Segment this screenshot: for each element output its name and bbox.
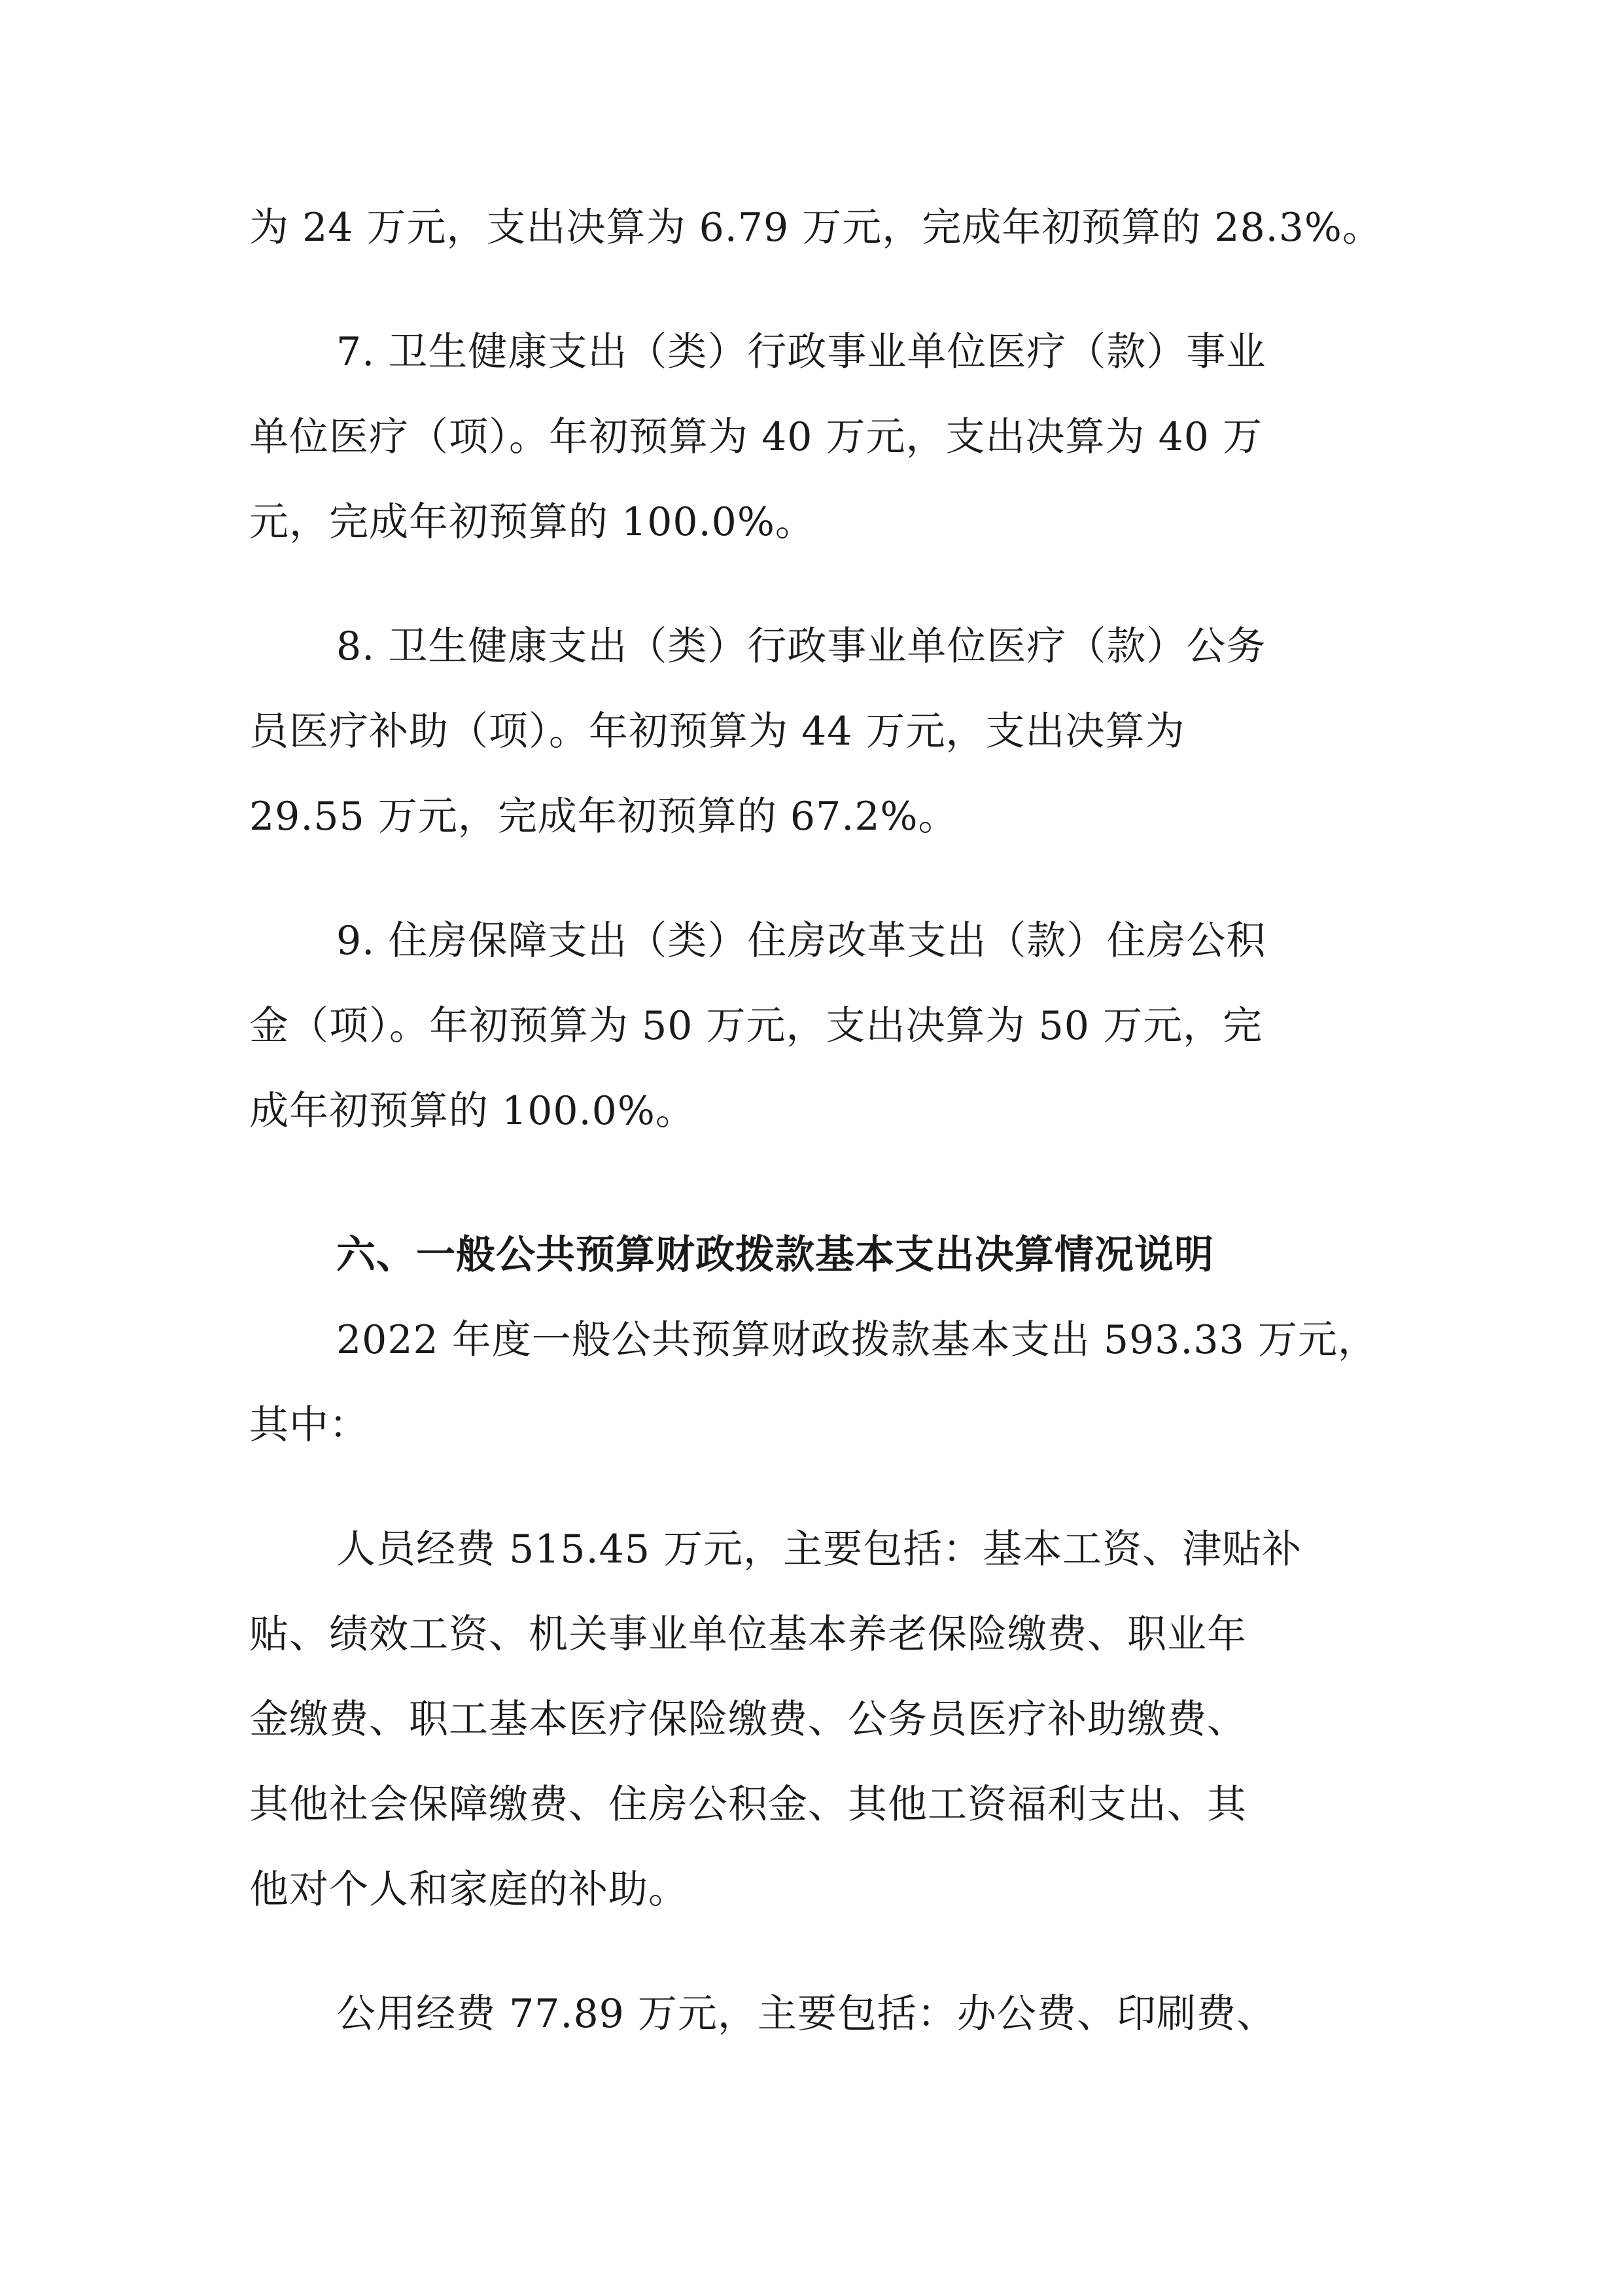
text-line: 其中： xyxy=(249,1402,369,1448)
text-line: 金缴费、职工基本医疗保险缴费、公务员医疗补助缴费、 xyxy=(249,1697,1247,1742)
text-line: 元，完成年初预算的 100.0%。 xyxy=(249,499,815,545)
text-line: 其他社会保障缴费、住房公积金、其他工资福利支出、其 xyxy=(249,1782,1247,1828)
text-line: 人员经费 515.45 万元，主要包括：基本工资、津贴补 xyxy=(336,1527,1302,1572)
text-line: 他对个人和家庭的补助。 xyxy=(249,1867,688,1913)
text-line: 8. 卫生健康支出（类）行政事业单位医疗（款）公务 xyxy=(336,624,1266,669)
section-heading: 六、一般公共预算财政拨款基本支出决算情况说明 xyxy=(336,1232,1214,1278)
text-line: 公用经费 77.89 万元，主要包括：办公费、印刷费、 xyxy=(336,1991,1276,2037)
text-line: 9. 住房保障支出（类）住房改革支出（款）住房公积 xyxy=(336,918,1266,964)
text-line: 2022 年度一般公共预算财政拨款基本支出 593.33 万元， xyxy=(336,1317,1378,1363)
text-line: 员医疗补助（项）。年初预算为 44 万元，支出决算为 xyxy=(249,709,1185,754)
text-line: 单位医疗（项）。年初预算为 40 万元，支出决算为 40 万 xyxy=(249,414,1263,460)
text-line: 7. 卫生健康支出（类）行政事业单位医疗（款）事业 xyxy=(336,329,1266,375)
text-line: 29.55 万元，完成年初预算的 67.2%。 xyxy=(249,794,958,839)
text-line: 为 24 万元，支出决算为 6.79 万元，完成年初预算的 28.3%。 xyxy=(249,205,1382,251)
text-line: 贴、绩效工资、机关事业单位基本养老保险缴费、职业年 xyxy=(249,1612,1247,1657)
text-line: 金（项）。年初预算为 50 万元，支出决算为 50 万元，完 xyxy=(249,1003,1263,1049)
text-line: 成年初预算的 100.0%。 xyxy=(249,1088,695,1134)
